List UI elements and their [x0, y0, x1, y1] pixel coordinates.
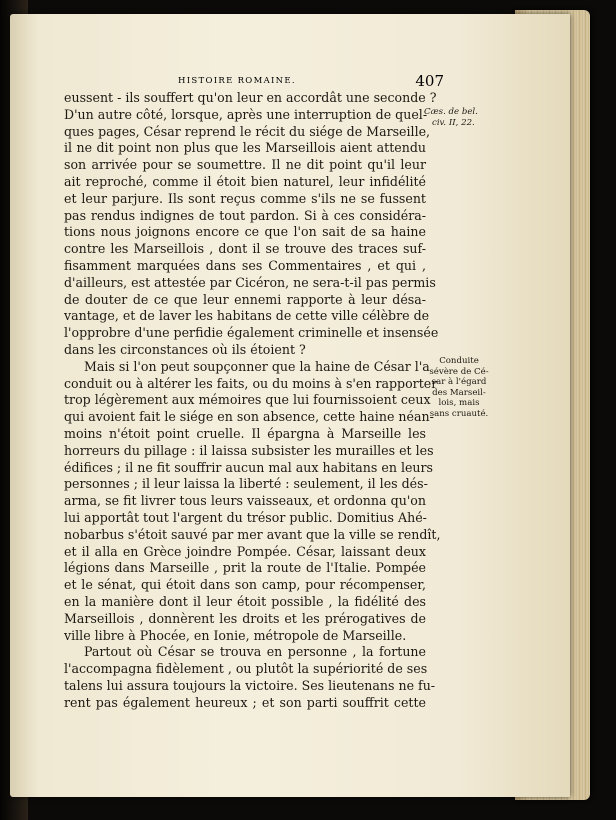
paragraph — [64, 90, 439, 359]
text-line: lui apportât tout l'argent du trésor public. Domitius Ahé- — [64, 509, 427, 525]
text-line: d'ailleurs, est attestée par Cicéron, ne sera-t-il pas permis — [64, 274, 436, 290]
text-line: tions nous joignons encore ce que l'on sait de sa haine — [64, 224, 426, 240]
text-line: ville libre à Phocée, en Ionie, métropole de Marseille. — [64, 627, 407, 643]
text-line: dans les circonstances où ils étoient ? — [64, 341, 306, 357]
running-title: HISTOIRE ROMAINE. — [178, 76, 296, 86]
paragraph — [64, 644, 436, 711]
text-line: édifices ; il ne fit souffrir aucun mal aux habitans en leurs — [64, 459, 434, 475]
text-line: et il alla en Grèce joindre Pompée. César, laissant deux — [64, 543, 426, 559]
text-line: l'accompagna fidèlement , ou plutôt la supériorité de ses — [64, 661, 428, 677]
margin-note-line: lois, mais — [438, 398, 480, 409]
page-number: 407 — [415, 72, 444, 90]
text-line: personnes ; il leur laissa la liberté : seulement, il les dés- — [64, 476, 428, 492]
text-line: talens lui assura toujours la victoire. Ses lieutenans ne fu- — [64, 677, 436, 693]
text-line: rent pas également heureux ; et son parti souffrit cette — [64, 694, 426, 710]
body-text — [64, 90, 441, 711]
text-line: pas rendus indignes de tout pardon. Si à ces considéra- — [64, 207, 426, 223]
text-line: Partout où César se trouva en personne , la fortune — [84, 644, 426, 660]
text-line: de douter de ce que leur ennemi rapporte à leur désa- — [64, 291, 426, 307]
text-line: D'un autre côté, lorsque, après une interruption de quel- — [64, 106, 428, 122]
text-line: en la manière dont il leur étoit possible , la fidélité des — [64, 593, 426, 609]
margin-note-citation — [424, 107, 494, 128]
text-line: Mais si l'on peut soupçonner que la haine de César l'a — [84, 358, 430, 374]
text-line: nobarbus s'étoit sauvé par mer avant que la ville se rendît, — [64, 526, 441, 542]
text-line: contre les Marseillois , dont il se trouve des traces suf- — [64, 241, 426, 257]
text-line: qui avoient fait le siége en son absence, cette haine néan- — [64, 409, 434, 425]
text-line: et le sénat, qui étoit dans son camp, pour récompenser, — [64, 577, 426, 593]
margin-note-line: des Marseil- — [432, 387, 486, 398]
margin-note-line: sans cruauté. — [429, 408, 489, 419]
margin-note-line: sévère de Cé- — [429, 366, 489, 377]
margin-note-line: Conduite — [439, 356, 479, 366]
text-line: légions dans Marseille , prit la route de l'Italie. Pompée — [64, 560, 426, 576]
text-line: eussent - ils souffert qu'on leur en accordât une seconde ? — [64, 90, 437, 105]
text-line: moins n'étoit point cruelle. Il épargna à Marseille les — [64, 425, 426, 441]
margin-note-line: Cæs. de bel. — [424, 107, 478, 117]
text-line: et leur parjure. Ils sont reçus comme s'ils ne se fussent — [64, 190, 426, 206]
text-line: horreurs du pillage : il laissa subsister les murailles et les — [64, 442, 434, 458]
text-line: ques pages, César reprend le récit du siége de Marseille, — [64, 123, 431, 139]
paragraph — [64, 358, 441, 645]
margin-note-line: civ. II, 22. — [432, 117, 475, 128]
text-line: son arrivée pour se soumettre. Il ne dit point qu'il leur — [64, 157, 426, 173]
text-line: ait reproché, comme il étoit bien naturel, leur infidélité — [64, 173, 426, 189]
text-line: Marseillois , donnèrent les droits et les prérogatives de — [64, 610, 426, 626]
text-line: il ne dit point non plus que les Marseillois aient attendu — [64, 140, 426, 156]
text-line: trop légèrement aux mémoires que lui fournissoient ceux — [64, 392, 431, 408]
text-line: conduit ou à altérer les faits, ou du moins à s'en rapporter — [64, 375, 438, 391]
text-line: fisamment marquées dans ses Commentaires , et qui , — [64, 257, 426, 273]
text-line: arma, se fit livrer tous leurs vaisseaux, et ordonna qu'on — [64, 493, 426, 509]
margin-note-line: sar à l'égard — [431, 377, 487, 388]
text-line: l'opprobre d'une perfidie également criminelle et insensée — [64, 325, 439, 341]
running-head — [60, 72, 444, 90]
margin-note-summary — [428, 356, 490, 420]
text-line: vantage, et de laver les habitans de cette ville célèbre de — [64, 308, 430, 324]
